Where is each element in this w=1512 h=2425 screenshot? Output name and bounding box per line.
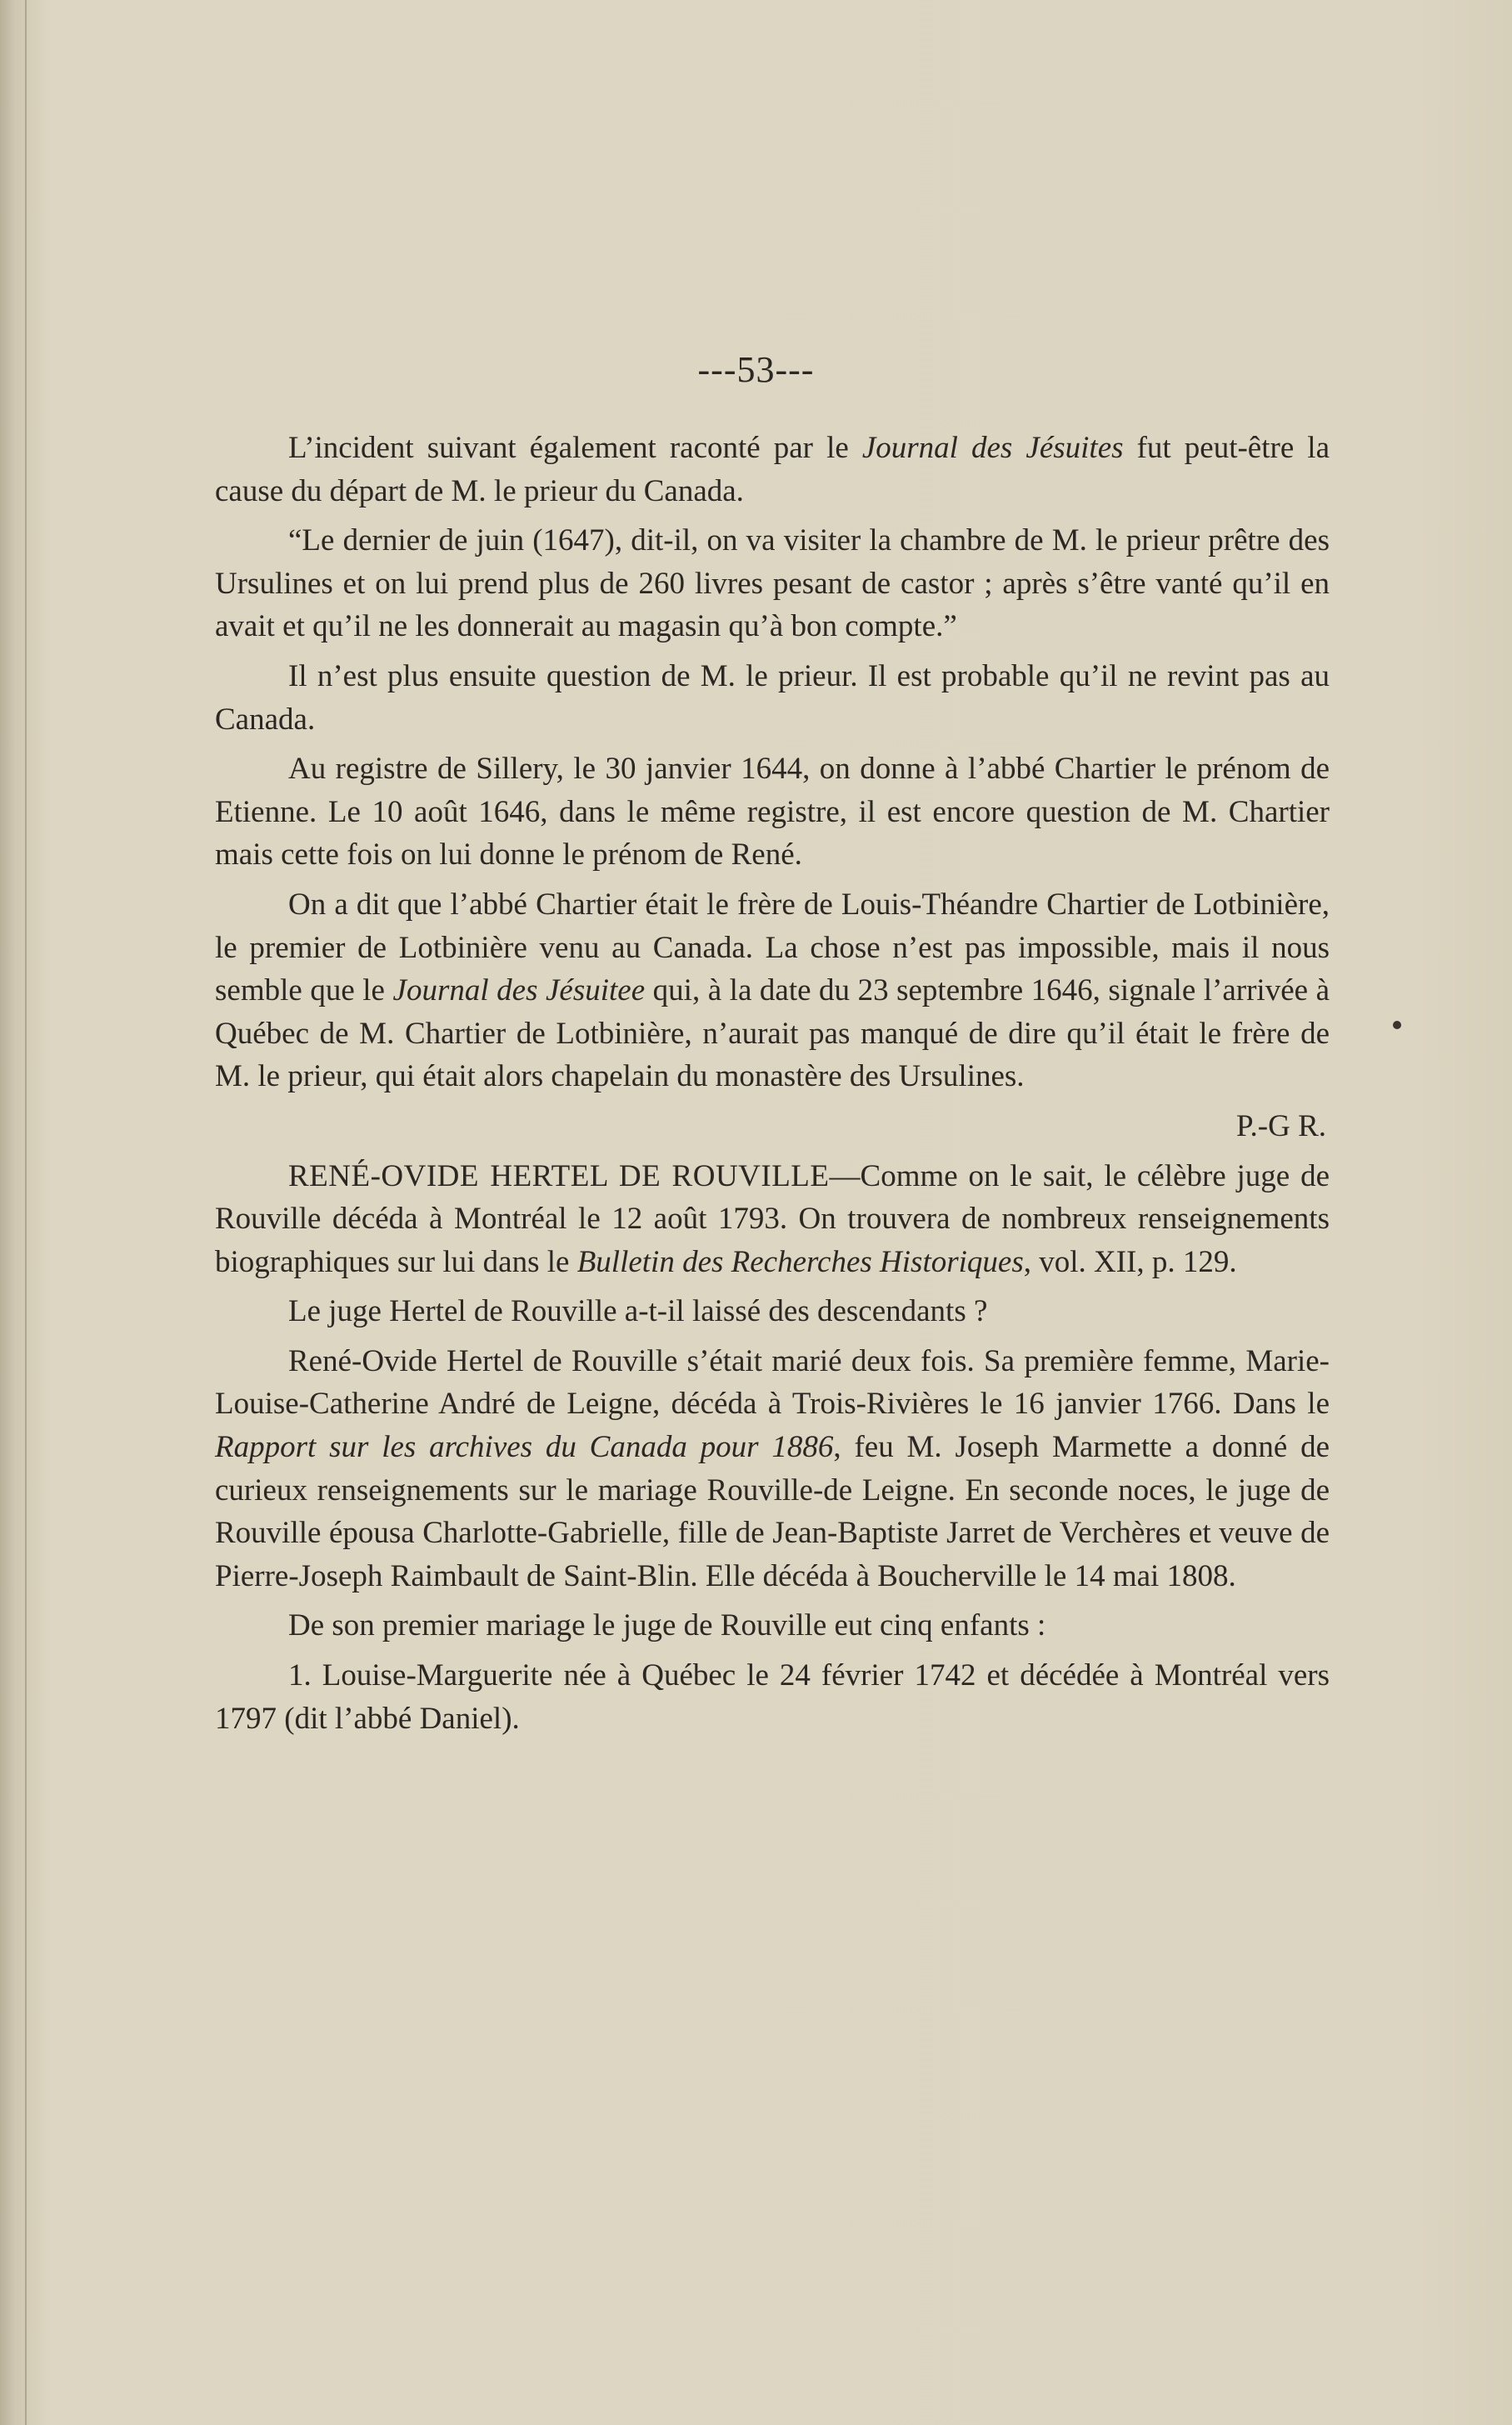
paragraph (215, 883, 1330, 1098)
paragraph (215, 655, 1330, 741)
text-run: qui, à la date du 23 septembre 1646, signale l’arrivée à Québec de M. Chartier de Lotbinière, n’aurait pas manqué de dire qu’il était le frère de M. le prieur, qui était alors chapelain du monastère des Ursulines. (215, 973, 1330, 1094)
paragraph (215, 1340, 1330, 1598)
signature (215, 1105, 1330, 1148)
page-number: ---53--- (697, 349, 815, 390)
text-run: , vol. XII, p. 129. (1023, 1244, 1237, 1279)
text-run: 1. Louise-Marguerite née à Québec le 24 février 1742 et décédée à Montréal vers 1797 (dit l’abbé Daniel). (215, 1658, 1330, 1736)
text-run: “Le dernier de juin (1647), dit-il, on va visiter la chambre de M. le prieur prêtre des Ursulines et on lui prend plus de 260 livres pesant de castor ; après s’être vanté qu’il en avait et qu’il ne les donnerait au magasin qu’à bon compte.” (215, 523, 1330, 644)
paragraph (215, 519, 1330, 648)
paragraph (215, 1654, 1330, 1740)
text-run: René-Ovide Hertel de Rouville s’était marié deux fois. Sa première femme, Marie-Louise-Catherine André de Leigne, décéda à Trois-Rivières le 16 janvier 1766. Dans le (215, 1343, 1330, 1422)
paragraph (215, 427, 1330, 512)
text-run: L’incident suivant également raconté par le (288, 431, 862, 465)
italic-title: Journal des Jésuites (861, 431, 1124, 465)
text-run: On a dit que l’abbé Chartier était le frère de Louis-Théandre Chartier de Lotbinière, le premier de Lotbinière venu au Canada. La chose n’est pas impossible, mais il nous semble que le (215, 887, 1330, 1008)
text-run: De son premier mariage le juge de Rouville eut cinq enfants : (288, 1608, 1046, 1643)
paragraph (215, 1290, 1330, 1333)
ink-speck (1393, 1021, 1401, 1029)
italic-title: Rapport sur les archives du Canada pour 1886 (215, 1430, 834, 1465)
italic-title: Journal des Jésuitee (392, 973, 646, 1008)
paragraph (215, 1155, 1330, 1284)
paragraph (215, 748, 1330, 877)
text-run: fut peut-être la cause du départ de M. le prieur du Canada. (215, 431, 1330, 508)
text-run: Le juge Hertel de Rouville a-t-il laissé des descendants ? (288, 1294, 988, 1329)
paragraph (215, 1604, 1330, 1648)
text-run: Au registre de Sillery, le 30 janvier 1644, on donne à l’abbé Chartier le prénom de Etienne. Le 10 août 1646, dans le même registre, il est encore question de M. Chartier mais cette fois on lui donne le prénom de René. (215, 752, 1330, 872)
body-text (215, 427, 1330, 1740)
text-run: P.-G R. (1236, 1108, 1326, 1143)
entry-heading: RENÉ-OVIDE HERTEL DE ROUVILLE (288, 1158, 830, 1193)
italic-title: Bulletin des Recherches Historiques (576, 1244, 1024, 1279)
text-run: Il n’est plus ensuite question de M. le prieur. Il est probable qu’il ne revint pas au Canada. (215, 658, 1330, 737)
text-run: , feu M. Joseph Marmette a donné de curieux renseignements sur le mariage Rouville-de Leigne. En seconde noces, le juge de Rouville épousa Charlotte-Gabrielle, fille de Jean-Baptiste Jarret de Verchères et veuve de Pierre-Joseph Raimbault de Saint-Blin. Elle décéda à Boucherville le 14 mai 1808. (215, 1430, 1330, 1593)
text-run: —Comme on le sait, le célèbre juge de Rouville décéda à Montréal le 12 août 1793. On trouvera de nombreux renseignements biographiques sur lui dans le (215, 1158, 1330, 1279)
